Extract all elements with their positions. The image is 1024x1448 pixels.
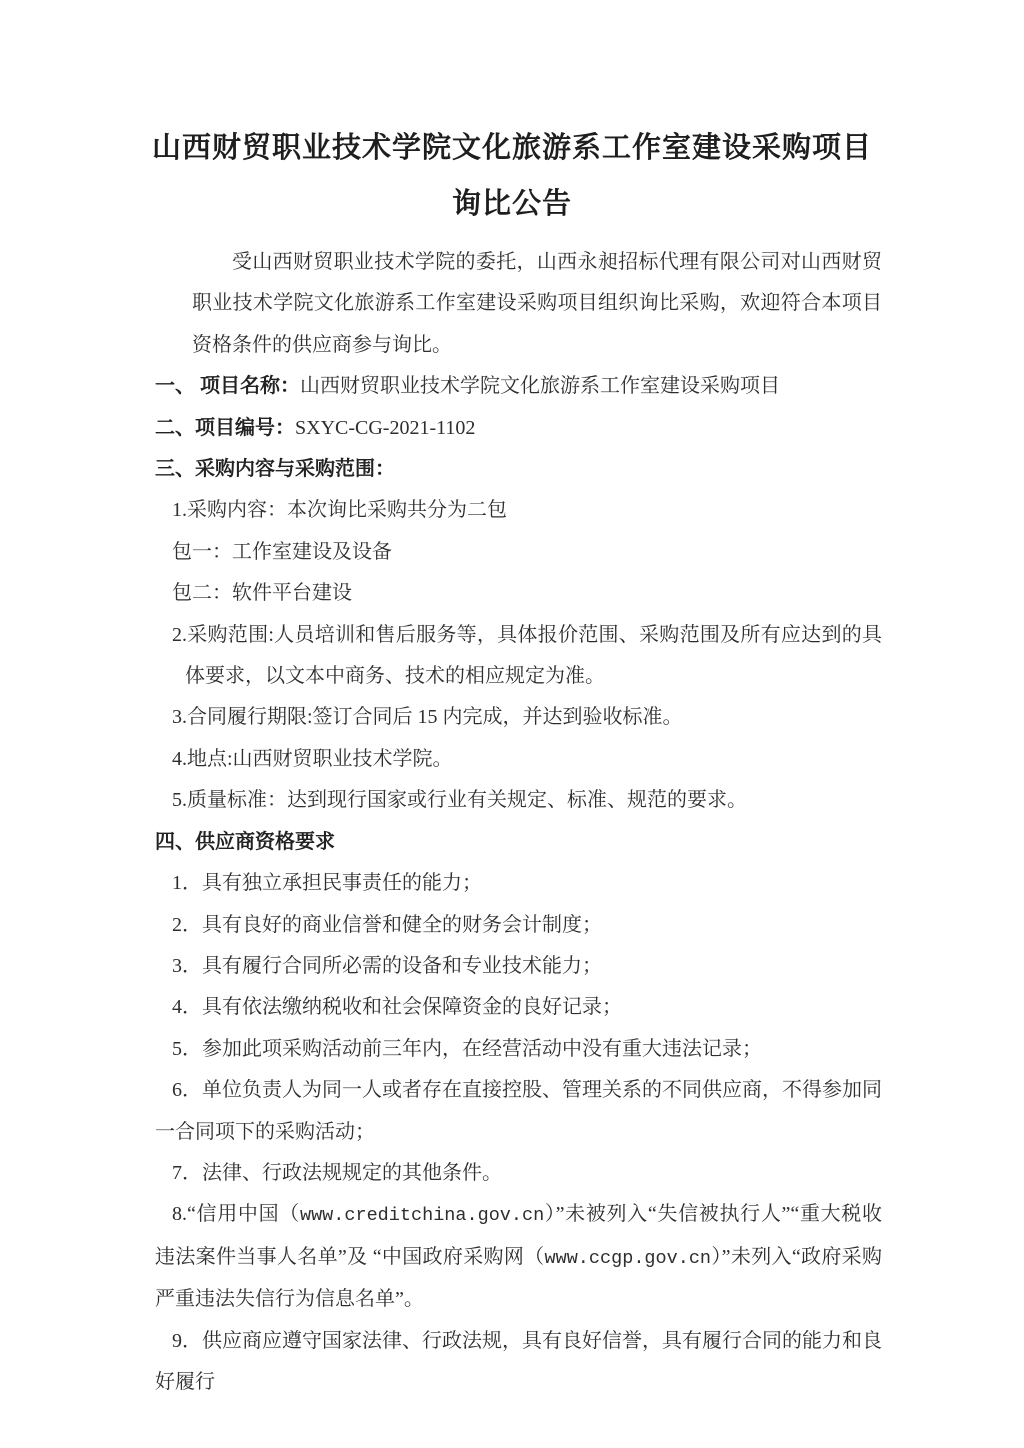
section-3-item-5: 5.质量标准：达到现行国家或行业有关规定、标准、规范的要求。	[172, 789, 747, 812]
section-3-heading	[155, 449, 882, 490]
section-3-item-4: 4.地点:山西财贸职业技术学院。	[172, 747, 453, 770]
section-2-project-number: SXYC-CG-2021-1102	[295, 416, 476, 439]
section-3-package-1: 包一：工作室建设及设备	[172, 540, 392, 563]
section-3-label: 三、采购内容与采购范围：	[155, 458, 395, 481]
section-3-item-3: 3.合同履行期限:签订合同后 15 内完成，并达到验收标准。	[172, 706, 683, 729]
section-3-package-2: 包二：软件平台建设	[172, 582, 352, 605]
qualification-item-6: 6．单位负责人为同一人或者存在直接控股、管理关系的不同供应商，不得参加同一合同项下的采购活动；	[155, 1079, 882, 1143]
doc-title	[0, 0, 1024, 232]
intro-paragraph: 受山西财贸职业技术学院的委托，山西永昶招标代理有限公司对山西财贸职业技术学院文化旅游系工作室建设采购项目组织询比采购，欢迎符合本项目资格条件的供应商参与询比。	[192, 251, 882, 356]
section-1-label: 一、 项目名称：	[155, 375, 300, 398]
qualification-item-8	[155, 1194, 882, 1320]
section-4-heading	[155, 822, 882, 863]
doc-body	[155, 242, 882, 1403]
qualification-item-4: 4．具有依法缴纳税收和社会保障资金的良好记录；	[172, 996, 622, 1019]
qualification-item-7: 7．法律、行政法规规定的其他条件。	[172, 1161, 502, 1184]
qualification-item-5: 5．参加此项采购活动前三年内，在经营活动中没有重大违法记录；	[172, 1037, 762, 1060]
section-3-item-1: 1.采购内容：本次询比采购共分为二包	[172, 499, 507, 522]
doc-title-line1: 山西财贸职业技术学院文化旅游系工作室建设采购项目	[151, 132, 872, 164]
qualification-item-3: 3．具有履行合同所必需的设备和专业技术能力；	[172, 954, 602, 977]
ccgp-url: www.ccgp.gov.cn	[544, 1247, 712, 1269]
section-2-heading	[155, 408, 882, 449]
item-8-text-mid: ）”未被列入“失信被执行人”“重大税收违法案件当事人名单”及 “中国政府采购网（	[155, 1203, 882, 1268]
section-3-item-2: 2.采购范围:人员培训和售后服务等，具体报价范围、采购范围及所有应达到的具体要求，以文本中商务、技术的相应规定为准。	[172, 623, 882, 688]
qualification-item-9: 9．供应商应遵守国家法律、行政法规，具有良好信誉，具有履行合同的能力和良好履行	[155, 1329, 882, 1393]
qualification-item-2: 2．具有良好的商业信誉和健全的财务会计制度；	[172, 913, 602, 936]
section-4-label: 四、供应商资格要求	[155, 830, 335, 853]
section-1-heading	[155, 366, 882, 407]
section-2-label: 二、项目编号：	[155, 416, 295, 439]
item-8-text-post: ）”未列入“政府采购严重违法失信行为信息名单”。	[155, 1245, 882, 1311]
qualification-item-1: 1．具有独立承担民事责任的能力；	[172, 872, 482, 895]
doc-title-line2: 询比公告	[451, 188, 572, 220]
creditchina-url: www.creditchina.gov.cn	[299, 1205, 545, 1227]
item-8-text-pre: 8.“信用中国（	[172, 1203, 300, 1226]
section-1-text: 山西财贸职业技术学院文化旅游系工作室建设采购项目	[300, 375, 780, 398]
